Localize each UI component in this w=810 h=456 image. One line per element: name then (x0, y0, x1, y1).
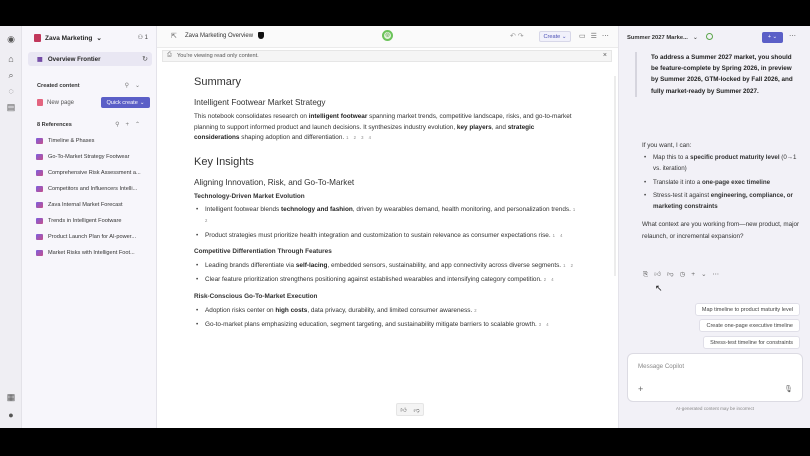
citation-links[interactable]: 1 2 (563, 262, 575, 268)
apps-icon[interactable]: ▦ (6, 392, 16, 402)
references-controls[interactable]: ⚲+⌃ (115, 122, 146, 128)
created-content-controls[interactable]: ⚲⌄ (124, 83, 146, 89)
more-options-icon[interactable]: ⋯ (712, 271, 726, 278)
text: Translate it into a (653, 178, 702, 186)
reference-item[interactable] (36, 248, 154, 258)
thumbs-down-icon[interactable]: 👎︎ (413, 407, 420, 414)
attach-icon[interactable]: + (638, 384, 644, 394)
pages-icon[interactable]: ▤ (6, 102, 16, 112)
reference-label: Comprehensive Risk Assessment a... (48, 170, 141, 176)
text: spanning market trends, competitive landscape, risks, and go-to-market planning to support informed product and launch decisions. It synthesizes industry evolution, (194, 113, 572, 131)
page-icon (37, 99, 43, 106)
reference-label: Product Launch Plan for AI-power... (48, 234, 136, 240)
members-count: 1 (144, 35, 148, 41)
reference-icon (36, 170, 43, 176)
reference-label: Go-To-Market Strategy Footwear (48, 154, 130, 160)
text: Map this to a (653, 154, 691, 161)
summary-heading: Summary (194, 76, 242, 88)
text-bold: intelligent footwear (308, 113, 368, 120)
refresh-icon[interactable]: ↻ (142, 56, 148, 63)
reference-label: Trends in Intelligent Footware (48, 218, 122, 224)
thumbs-up-icon[interactable]: 👍︎ (654, 271, 667, 278)
reference-item[interactable] (36, 152, 154, 162)
reference-item[interactable] (36, 136, 154, 146)
reference-icon (36, 186, 43, 192)
reference-icon (36, 250, 43, 256)
microphone-icon[interactable]: 🎙︎ (784, 386, 793, 393)
text: Go-to-market plans emphasizing education, segment targeting, and sustainability mitigate barriers to scalable growth. (205, 321, 537, 329)
search-icon[interactable]: ⌕ (8, 70, 14, 80)
list-item (642, 177, 802, 188)
thumbs-up-icon[interactable]: 👍︎ (400, 407, 407, 414)
sensitivity-shield-icon[interactable] (258, 32, 264, 39)
thumbs-down-icon[interactable]: 👎︎ (667, 271, 680, 278)
members-button[interactable] (138, 34, 148, 41)
text: Adoption risks center on (205, 306, 276, 314)
sidebar-item-label: Overview Frontier (47, 55, 101, 63)
response-intro: If you want, I can: (642, 142, 692, 149)
reference-label: Competitors and Influencers Intelli... (48, 186, 138, 192)
text: Clear feature prioritization strengthens positioning against established wearables and intensifying category competition. (205, 276, 542, 284)
suggestion-chip[interactable]: Stress-test timeline for constraints (703, 336, 800, 349)
reference-item[interactable] (36, 184, 154, 194)
document-title: Zava Marketing Overview (185, 33, 254, 39)
list-item (194, 275, 579, 286)
sidebar-item-overview[interactable] (28, 52, 152, 66)
list-item (194, 306, 579, 317)
text-bold: key players (456, 123, 492, 131)
reference-label: Market Risks with Intelligent Foot... (48, 250, 135, 256)
response-actions (643, 270, 725, 279)
list-item (194, 320, 579, 331)
status-icon (706, 33, 713, 40)
reference-icon (36, 234, 43, 240)
section-title: Technology-Driven Market Evolution (194, 192, 305, 200)
list-item (642, 190, 802, 213)
summary-subheading: Intelligent Footwear Market Strategy (194, 98, 326, 107)
document-content (194, 76, 579, 416)
text-bold: strategic considerations (194, 123, 535, 142)
response-quote: To address a Summer 2027 market, you should be feature-complete by Spring 2026, in preview by Summer 2026, GTM-locked by Fall 2026, and fully market-ready by Summer 2027. (635, 52, 797, 97)
collaborator-avatar[interactable]: ◎ (382, 30, 393, 41)
people-icon: ⚇ (137, 35, 143, 41)
app-rail (0, 26, 22, 428)
text: Stress-test it against (653, 191, 711, 199)
quick-create-label: Quick create (106, 99, 138, 106)
history-icon[interactable]: ◷ (679, 271, 692, 278)
reference-item[interactable] (36, 216, 154, 226)
reference-label: Timeline & Phases (48, 138, 95, 144)
copilot-panel (618, 26, 810, 428)
reference-icon (36, 138, 43, 144)
bullet-list (194, 306, 579, 331)
conversation-title: Summer 2027 Marke... (627, 35, 688, 41)
section-title: Risk-Conscious Go-To-Market Execution (194, 292, 318, 300)
notebook-sidebar (22, 26, 157, 428)
chat-icon[interactable]: ◌ (8, 86, 14, 96)
copy-icon[interactable]: ⎘ (643, 271, 655, 278)
notebook-icon (34, 34, 41, 42)
document-toolbar (157, 26, 618, 48)
reference-icon (36, 202, 43, 208)
chevron-down-icon: ⌄ (560, 33, 567, 40)
citation-links[interactable]: 1 2 (205, 207, 578, 223)
list-item (194, 205, 579, 226)
new-chat-button[interactable]: + ⌄ (762, 32, 783, 43)
message-placeholder: Message Copilot (638, 363, 685, 370)
message-input[interactable] (627, 353, 803, 402)
undo-redo-icon[interactable]: ↶ ↷ (510, 33, 524, 40)
suggestion-chip[interactable]: Map timeline to product maturity level (695, 303, 800, 316)
add-icon[interactable]: +⌄ (691, 271, 713, 278)
more-options-icon[interactable]: ⋯ (789, 33, 796, 40)
conversation-switcher[interactable] (627, 35, 698, 41)
feedback-bar (396, 403, 424, 416)
reference-item[interactable] (36, 200, 154, 210)
text-bold: one-page exec timeline (701, 178, 771, 186)
text-bold: high costs (275, 306, 308, 314)
close-icon[interactable]: × (602, 52, 607, 59)
created-content-title: Created content (37, 83, 80, 89)
reference-item[interactable] (36, 168, 154, 178)
insights-subheading: Aligning Innovation, Risk, and Go-To-Market (194, 177, 355, 187)
suggestion-chip[interactable]: Create one-page executive timeline (699, 319, 800, 332)
app-window (0, 26, 810, 428)
notebook-name: Zava Marketing (45, 34, 93, 42)
create-label: Create (543, 33, 561, 40)
document-pane (157, 26, 618, 428)
mouse-cursor-icon: ↖ (655, 283, 663, 293)
insights-heading: Key Insights (194, 155, 254, 168)
new-chat-label: + (767, 34, 772, 40)
response-question: What context are you working from—new product, major relaunch, or incremental expansion? (642, 221, 800, 240)
new-page-button[interactable] (37, 99, 74, 106)
list-item (642, 152, 802, 175)
reference-label: Zava Internal Market Forecast (48, 202, 123, 208)
section-title: Competitive Differentiation Through Features (194, 248, 332, 256)
citation-links[interactable]: 2 (474, 307, 479, 313)
lock-icon: ⎙ (167, 52, 172, 58)
text: Leading brands differentiate via (205, 261, 296, 269)
home-icon[interactable]: ⌂ (8, 54, 14, 64)
text-bold: engineering, compliance, or marketing constraints (653, 191, 793, 211)
text: , driven by wearables demand, health monitoring, and personalization trends. (352, 206, 571, 214)
create-button[interactable] (539, 31, 571, 42)
bullet-list (194, 205, 579, 241)
references-title: 8 References (37, 122, 72, 128)
text: (0→1 vs. iteration) (653, 154, 797, 173)
list-item (194, 231, 579, 242)
readonly-text: You're viewing read only content. (177, 53, 259, 59)
text: Product strategies must prioritize health integration and customization to sustain relevance as consumer expectations rise. (205, 231, 551, 239)
notebook-switcher[interactable] (34, 34, 102, 42)
text: , data privacy, durability, and limited consumer awareness. (307, 306, 473, 314)
grid-icon: ▦ (37, 55, 43, 63)
citation-links[interactable]: 1 4 (552, 232, 565, 238)
text: This notebook consolidates research on (194, 113, 309, 120)
text-bold: self-lacing (295, 261, 328, 269)
bullet-list (194, 261, 579, 286)
list-item (194, 261, 579, 272)
citation-links[interactable]: 2 4 (543, 277, 556, 283)
reference-icon (36, 218, 43, 224)
collapse-sidebar-icon[interactable]: ⇱ (171, 33, 177, 40)
citation-links[interactable]: 3 4 (538, 322, 551, 328)
citation-links[interactable]: 1 2 3 4 (346, 135, 373, 141)
reference-icon (36, 154, 43, 160)
toolbar-more-icons[interactable]: ▭☰⋯ (579, 33, 614, 40)
quick-create-button[interactable] (101, 97, 150, 108)
text-bold: specific product maturity level (690, 154, 780, 161)
text: Intelligent footwear blends (205, 206, 282, 214)
chevron-down-icon: ⌄ (692, 35, 698, 41)
new-page-label: New page (47, 99, 75, 106)
chevron-down-icon: ⌄ (96, 35, 102, 42)
readonly-banner (162, 50, 612, 62)
summary-paragraph (194, 112, 579, 144)
response-options (642, 152, 802, 214)
text: , embedded sensors, sustainability, and app connectivity across diverse segments. (327, 261, 562, 269)
text: , and (491, 123, 508, 131)
text: shaping adoption and differentiation. (239, 134, 345, 142)
app-logo-icon[interactable]: ◉ (7, 34, 15, 44)
ai-disclaimer: AI-generated content may be incorrect (675, 406, 755, 411)
chevron-down-icon: ⌄ (139, 99, 145, 106)
avatar[interactable]: ● (8, 410, 14, 420)
text-bold: technology and fashion (281, 206, 353, 214)
reference-item[interactable] (36, 232, 154, 242)
scrollbar[interactable] (614, 76, 616, 276)
